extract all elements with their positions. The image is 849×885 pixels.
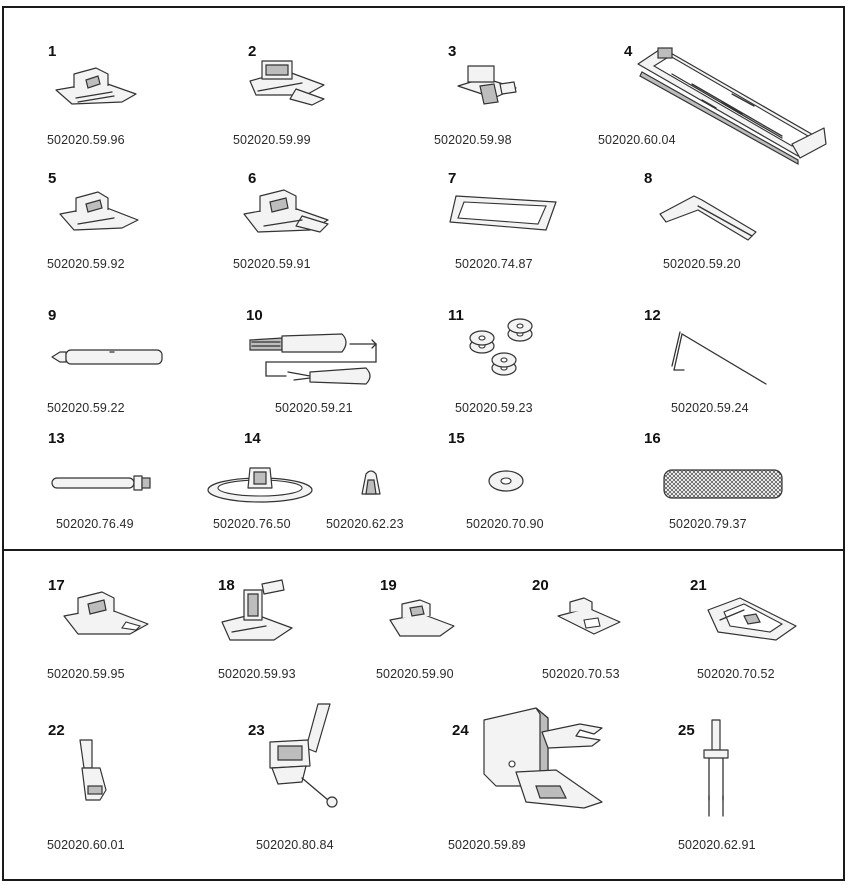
item-number: 25 <box>678 722 695 739</box>
item-number: 18 <box>218 577 235 594</box>
part-number: 502020.62.91 <box>678 838 756 852</box>
part-number: 502020.70.90 <box>466 517 544 531</box>
item-number: 19 <box>380 577 397 594</box>
item-number: 15 <box>448 430 465 447</box>
part-number: 502020.59.23 <box>455 401 533 415</box>
part-number: 502020.62.23 <box>326 517 404 531</box>
part-number: 502020.60.04 <box>598 133 676 147</box>
part-number: 502020.59.21 <box>275 401 353 415</box>
part-number: 502020.70.53 <box>542 667 620 681</box>
item-number: 9 <box>48 307 57 324</box>
presser-foot-icon <box>240 186 332 238</box>
part-number: 502020.59.92 <box>47 257 125 271</box>
part-number: 502020.59.96 <box>47 133 125 147</box>
part-number: 502020.59.95 <box>47 667 125 681</box>
darning-foot-icon <box>256 700 346 808</box>
part-number: 502020.76.50 <box>213 517 291 531</box>
item-number: 12 <box>644 307 661 324</box>
twin-needle-icon <box>700 718 734 822</box>
item-number: 14 <box>244 430 261 447</box>
item-number: 8 <box>644 170 653 187</box>
part-number: 502020.59.90 <box>376 667 454 681</box>
brush-seam-ripper-icon <box>246 330 380 392</box>
presser-foot-icon <box>246 55 336 110</box>
presser-foot-icon <box>218 578 296 648</box>
part-number: 502020.70.52 <box>697 667 775 681</box>
bent-wire-tool-icon <box>660 330 770 390</box>
part-number: 502020.59.24 <box>671 401 749 415</box>
item-number: 21 <box>690 577 707 594</box>
item-number: 23 <box>248 722 265 739</box>
presser-foot-icon <box>60 588 152 642</box>
item-number: 3 <box>448 43 457 60</box>
spool-pin-icon <box>50 348 164 366</box>
item-number: 24 <box>452 722 469 739</box>
section-divider <box>2 549 845 551</box>
small-spool-cap-icon <box>356 468 386 498</box>
part-number: 502020.59.89 <box>448 838 526 852</box>
item-number: 10 <box>246 307 263 324</box>
part-number: 502020.59.98 <box>434 133 512 147</box>
item-number: 13 <box>48 430 65 447</box>
item-number: 17 <box>48 577 65 594</box>
bobbins-icon <box>468 316 538 382</box>
item-number: 16 <box>644 430 661 447</box>
buttonhole-foot-icon <box>632 44 827 166</box>
item-number: 6 <box>248 170 257 187</box>
item-number: 22 <box>48 722 65 739</box>
part-number: 502020.59.99 <box>233 133 311 147</box>
part-number: 502020.79.37 <box>669 517 747 531</box>
part-number: 502020.80.84 <box>256 838 334 852</box>
felt-washer-icon <box>486 468 526 494</box>
felt-pad-icon <box>448 190 558 236</box>
spool-pin-icon <box>50 474 154 494</box>
part-number: 502020.60.01 <box>47 838 125 852</box>
item-number: 2 <box>248 43 257 60</box>
presser-foot-icon <box>56 186 142 236</box>
item-number: 5 <box>48 170 57 187</box>
part-number: 502020.59.22 <box>47 401 125 415</box>
item-number: 4 <box>624 43 633 60</box>
item-number: 11 <box>448 307 464 324</box>
item-number: 1 <box>48 43 57 60</box>
part-number: 502020.59.91 <box>233 257 311 271</box>
presser-foot-icon <box>554 596 624 640</box>
presser-foot-icon <box>70 738 114 804</box>
presser-foot-icon <box>52 60 142 110</box>
presser-foot-icon <box>386 596 458 644</box>
walking-foot-icon <box>476 690 612 812</box>
item-number: 7 <box>448 170 457 187</box>
part-number: 502020.59.20 <box>663 257 741 271</box>
spool-net-icon <box>662 468 784 500</box>
part-number: 502020.76.49 <box>56 517 134 531</box>
spool-cap-icon <box>204 460 316 506</box>
part-number: 502020.74.87 <box>455 257 533 271</box>
item-number: 20 <box>532 577 549 594</box>
presser-foot-icon <box>704 592 800 644</box>
edge-guide-icon <box>656 192 760 244</box>
part-number: 502020.59.93 <box>218 667 296 681</box>
presser-foot-icon <box>454 62 524 110</box>
